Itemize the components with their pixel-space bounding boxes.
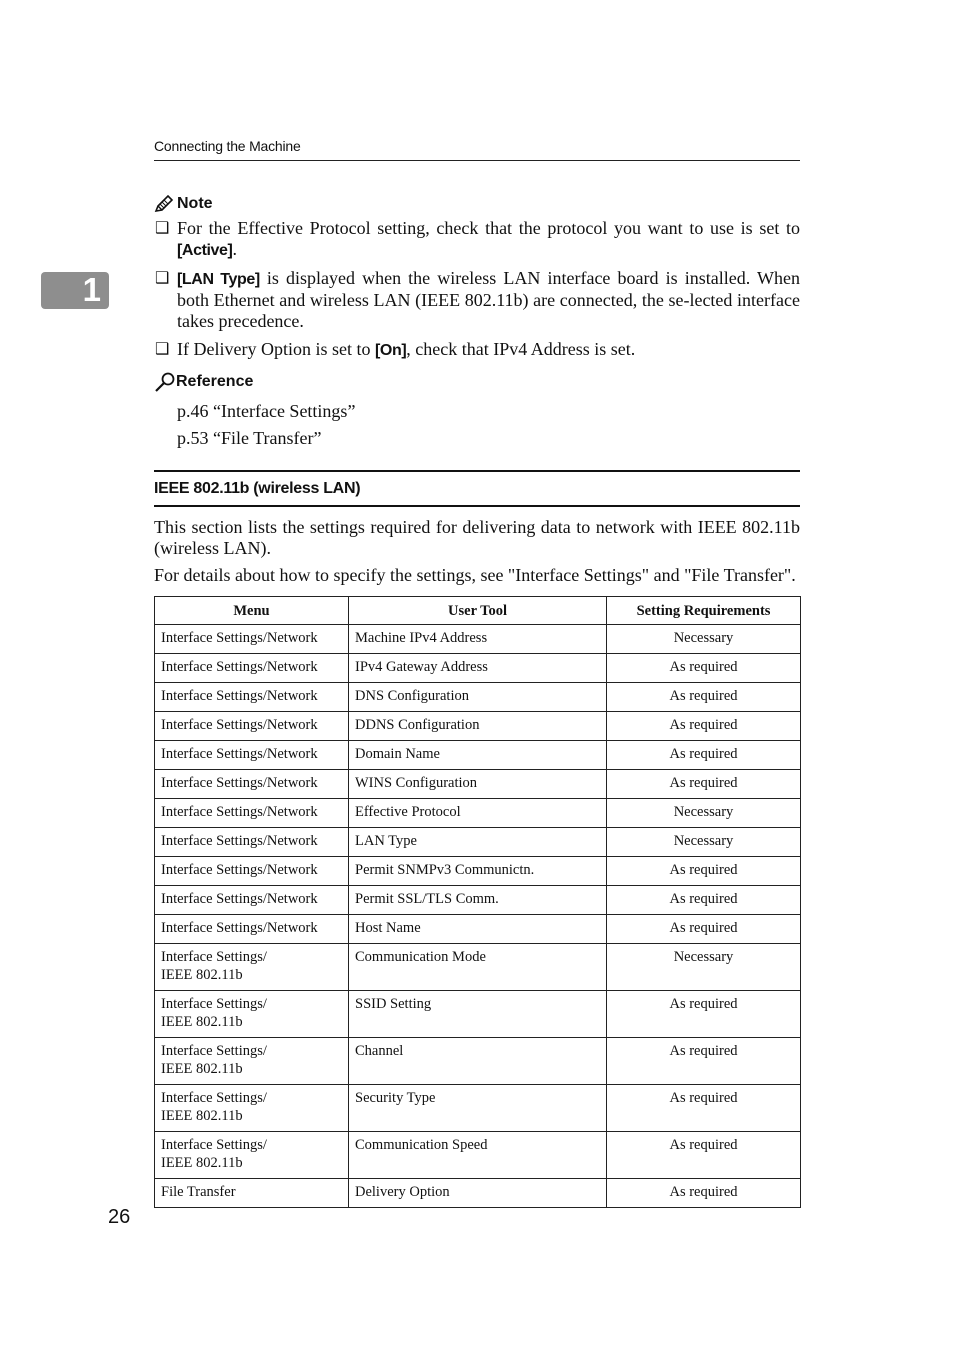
menu-cell: Interface Settings/Network <box>155 915 349 944</box>
user-tool-cell: DNS Configuration <box>349 683 607 712</box>
requirement-cell: As required <box>607 1038 801 1085</box>
checkbox-bullet-icon: ❑ <box>155 220 170 237</box>
user-tool-cell: Permit SNMPv3 Communictn. <box>349 857 607 886</box>
requirement-cell: As required <box>607 712 801 741</box>
requirement-cell: Necessary <box>607 625 801 654</box>
column-header-setting-requirements: Setting Requirements <box>607 597 801 625</box>
table-row <box>155 1085 801 1132</box>
requirement-cell: As required <box>607 741 801 770</box>
note-item <box>154 218 800 261</box>
table-row <box>155 683 801 712</box>
user-tool-cell: Communication Mode <box>349 944 607 991</box>
reference-title: Reference <box>176 373 254 390</box>
menu-cell: Interface Settings/Network <box>155 683 349 712</box>
table-row <box>155 799 801 828</box>
running-header <box>154 138 800 161</box>
user-tool-cell: Host Name <box>349 915 607 944</box>
table-row <box>155 828 801 857</box>
magnifier-icon <box>154 372 176 392</box>
menu-cell: Interface Settings/ IEEE 802.11b <box>155 1085 349 1132</box>
requirement-cell: As required <box>607 991 801 1038</box>
requirement-cell: As required <box>607 683 801 712</box>
user-tool-cell: Communication Speed <box>349 1132 607 1179</box>
note-item <box>154 268 800 332</box>
section-paragraph: For details about how to specify the settings, see "Interface Settings" and "File Transfer". <box>154 565 796 585</box>
note-title: Note <box>177 195 213 212</box>
page-content <box>154 190 800 1208</box>
menu-cell: Interface Settings/Network <box>155 886 349 915</box>
table-row <box>155 915 801 944</box>
menu-cell: Interface Settings/Network <box>155 741 349 770</box>
table-row <box>155 1179 801 1208</box>
menu-cell: Interface Settings/Network <box>155 799 349 828</box>
note-text: For the Effective Protocol setting, check that the protocol you want to use is set to <box>177 218 800 238</box>
menu-cell: Interface Settings/Network <box>155 625 349 654</box>
user-tool-cell: Domain Name <box>349 741 607 770</box>
user-tool-cell: Effective Protocol <box>349 799 607 828</box>
settings-table <box>154 596 801 1208</box>
reference-link[interactable]: p.46 “Interface Settings” <box>177 401 356 421</box>
chapter-tab <box>41 272 109 309</box>
menu-cell: File Transfer <box>155 1179 349 1208</box>
requirement-cell: Necessary <box>607 799 801 828</box>
page-number: 26 <box>108 1206 131 1228</box>
note-keyword: [On] <box>374 342 407 359</box>
menu-cell: Interface Settings/Network <box>155 712 349 741</box>
table-row <box>155 625 801 654</box>
checkbox-bullet-icon: ❑ <box>155 341 170 358</box>
section-heading <box>154 470 800 507</box>
table-row <box>155 886 801 915</box>
note-keyword: [Active] <box>177 242 233 259</box>
table-row <box>155 741 801 770</box>
requirement-cell: As required <box>607 915 801 944</box>
user-tool-cell: LAN Type <box>349 828 607 857</box>
table-row <box>155 991 801 1038</box>
section-paragraph: This section lists the settings required for delivering data to network with IEEE 802.11b (wireless LAN). <box>154 517 800 558</box>
running-title: Connecting the Machine <box>154 138 301 154</box>
column-header-menu: Menu <box>155 597 349 625</box>
reference-link[interactable]: p.53 “File Transfer” <box>177 428 322 448</box>
user-tool-cell: Machine IPv4 Address <box>349 625 607 654</box>
table-row <box>155 1038 801 1085</box>
note-heading <box>154 190 800 218</box>
table-row <box>155 770 801 799</box>
note-list <box>154 218 800 361</box>
user-tool-cell: DDNS Configuration <box>349 712 607 741</box>
requirement-cell: As required <box>607 857 801 886</box>
requirement-cell: As required <box>607 1132 801 1179</box>
note-item <box>154 339 800 361</box>
section-title: IEEE 802.11b (wireless LAN) <box>154 479 361 497</box>
user-tool-cell: SSID Setting <box>349 991 607 1038</box>
pencil-icon <box>154 195 174 213</box>
requirement-cell: As required <box>607 1085 801 1132</box>
table-body <box>155 625 801 1208</box>
requirement-cell: As required <box>607 886 801 915</box>
table-row <box>155 944 801 991</box>
user-tool-cell: IPv4 Gateway Address <box>349 654 607 683</box>
menu-cell: Interface Settings/Network <box>155 828 349 857</box>
table-row <box>155 857 801 886</box>
menu-cell: Interface Settings/ IEEE 802.11b <box>155 1132 349 1179</box>
user-tool-cell: Permit SSL/TLS Comm. <box>349 886 607 915</box>
note-text: is displayed when the wireless LAN interface board is installed. When both Ethernet and wireless LAN (IEEE 802.11b) are connected, the se-lected interface takes precedence. <box>177 268 800 331</box>
menu-cell: Interface Settings/ IEEE 802.11b <box>155 991 349 1038</box>
note-text: . <box>232 239 237 259</box>
menu-cell: Interface Settings/ IEEE 802.11b <box>155 944 349 991</box>
user-tool-cell: WINS Configuration <box>349 770 607 799</box>
user-tool-cell: Security Type <box>349 1085 607 1132</box>
requirement-cell: As required <box>607 654 801 683</box>
column-header-user-tool: User Tool <box>349 597 607 625</box>
menu-cell: Interface Settings/Network <box>155 654 349 683</box>
table-row <box>155 712 801 741</box>
menu-cell: Interface Settings/Network <box>155 770 349 799</box>
requirement-cell: As required <box>607 770 801 799</box>
requirement-cell: Necessary <box>607 828 801 857</box>
note-text: If Delivery Option is set to <box>177 339 375 359</box>
chapter-number: 1 <box>82 271 101 308</box>
menu-cell: Interface Settings/ IEEE 802.11b <box>155 1038 349 1085</box>
user-tool-cell: Delivery Option <box>349 1179 607 1208</box>
note-keyword: [LAN Type] <box>177 271 260 288</box>
table-header-row <box>155 597 801 625</box>
checkbox-bullet-icon: ❑ <box>155 270 170 287</box>
requirement-cell: Necessary <box>607 944 801 991</box>
reference-heading <box>154 369 800 395</box>
user-tool-cell: Channel <box>349 1038 607 1085</box>
table-row <box>155 654 801 683</box>
table-row <box>155 1132 801 1179</box>
requirement-cell: As required <box>607 1179 801 1208</box>
menu-cell: Interface Settings/Network <box>155 857 349 886</box>
note-text: , check that IPv4 Address is set. <box>406 339 636 359</box>
